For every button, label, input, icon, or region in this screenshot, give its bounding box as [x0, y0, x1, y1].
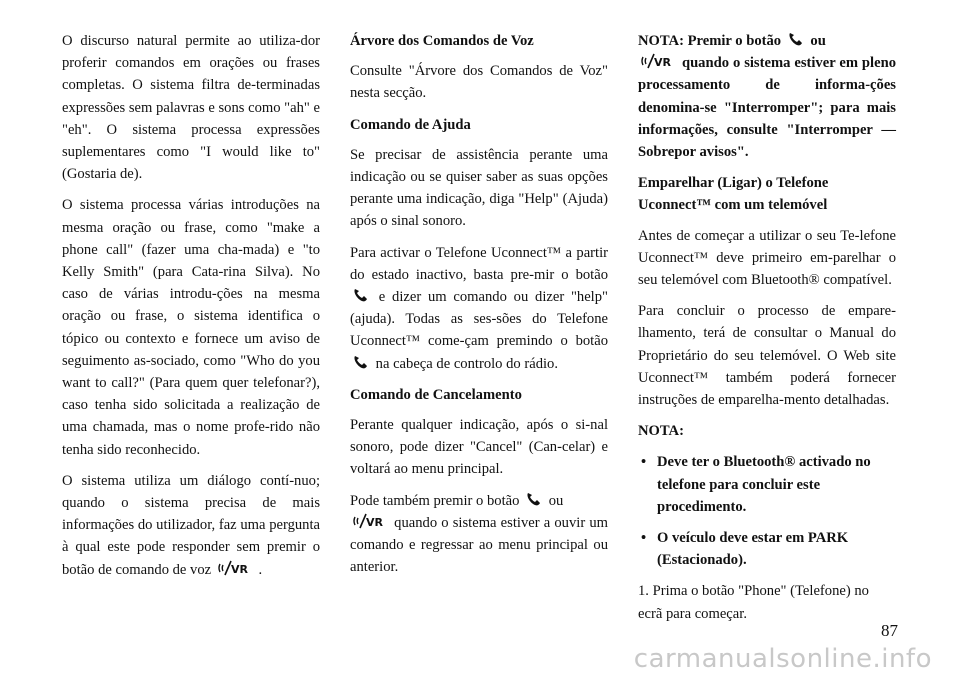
paragraph: Se precisar de assistência perante uma indicação ou se quiser saber as suas opções perante uma indicação, diga "Help" (Ajuda) após o sinal sonoro. [350, 146, 608, 230]
page-number: 87 [881, 621, 898, 640]
section-heading: Comando de Ajuda [350, 116, 471, 133]
paragraph: Antes de começar a utilizar o seu Te-lefone Uconnect™ deve primeiro em-parelhar o seu telemóvel com Bluetooth® compatível. [638, 227, 896, 289]
paragraph-text: Pode também premir o botão [350, 492, 520, 509]
voice-icon-label: VR [230, 562, 248, 576]
note-paragraph [638, 30, 896, 163]
paragraph-text: O sistema utiliza um diálogo contí-nuo; quando o sistema precisa de mais informações do utilizador, faz uma pergunta à qual este pode responder sem premir o botão de comando de voz [62, 472, 320, 578]
voice-icon-label: VR [654, 56, 671, 70]
voice-command-icon [218, 560, 252, 576]
section-heading: Comando de Cancelamento [350, 386, 522, 403]
note-text: ou [810, 33, 826, 49]
column-2 [350, 30, 608, 587]
paragraph: Consulte "Árvore dos Comandos de Voz" nesta secção. [350, 63, 608, 102]
column-1 [62, 30, 320, 590]
voice-icon-label: VR [366, 515, 383, 529]
paragraph [350, 242, 608, 375]
paragraph: O discurso natural permite ao utiliza-dor proferir comandos em orações ou frases completas. O sistema filtra de-terminadas expressões sem palavras e sons como "ah" e "eh". O sistema processa expressões suplementares como "I would like to" (Gostaria de). [62, 33, 320, 183]
phone-icon [788, 32, 804, 47]
paragraph-text: Para activar o Telefone Uconnect™ a partir do estado inactivo, basta pre-mir o botão [350, 244, 608, 283]
voice-command-icon [641, 53, 675, 69]
step-paragraph: 1. Prima o botão "Phone" (Telefone) no ecrã para começar. [638, 583, 869, 622]
paragraph-text: e dizer um comando ou dizer "help" (ajuda). Todas as ses-sões do Telefone Uconnect™ come-çam premindo o botão [350, 289, 608, 350]
column-3 [638, 30, 896, 634]
bullet-item: • O veículo deve estar em PARK (Estacionado). [638, 527, 896, 571]
paragraph-end: . [258, 561, 263, 578]
voice-command-icon [353, 513, 387, 529]
watermark: carmanualsonline.info [633, 644, 932, 674]
note-label: NOTA: [638, 423, 684, 440]
paragraph [62, 470, 320, 581]
section-heading: Árvore dos Comandos de Voz [350, 33, 534, 49]
note-text: NOTA: Premir o botão [638, 33, 782, 49]
paragraph-text: quando o sistema estiver a ouvir um comando e regressar ao menu principal ou anterior. [350, 514, 608, 576]
paragraph: O sistema processa várias introduções na mesma oração ou frase, como "make a phone call" (fazer uma cha-mada) e "to Kelly Smith" (para Cata-rina Silva). No caso de várias introdu-ções na mesma oração ou frase, o sistema identifica o tópico ou contexto e fornece um aviso de seguimento as-sociado, como "Who do you want to call?" (Para quem quer telefonar?), caso tenha sido solicitada a realização de uma chamada, mas o nome profe-rido não tenha sido reconhecido. [62, 197, 320, 458]
phone-icon [353, 288, 369, 303]
paragraph: Para concluir o processo de empare-lhamento, terá de consultar o Manual do Proprietário do seu telemóvel. O Web site Uconnect™ também poderá fornecer instruções de emparelha-mento detalhadas. [638, 303, 896, 409]
paragraph-text: ou [548, 492, 564, 509]
note-bullet-list [638, 451, 896, 571]
phone-icon [526, 492, 542, 507]
bullet-item: • Deve ter o Bluetooth® activado no telefone para concluir este procedimento. [638, 451, 896, 518]
paragraph [350, 490, 608, 579]
note-text: quando o sistema estiver em pleno processamento de informa-ções denomina-se "Interromper"; para mais informações, consulte "Interromper — Sobrepor avisos". [638, 55, 896, 161]
paragraph: Perante qualquer indicação, após o si-nal sonoro, pode dizer "Cancel" (Can-celar) e voltará ao menu principal. [350, 417, 608, 478]
paragraph-text: na cabeça de controlo do rádio. [375, 355, 558, 372]
section-heading: Emparelhar (Ligar) o Telefone Uconnect™ com um telemóvel [638, 175, 829, 214]
phone-icon [353, 355, 369, 370]
